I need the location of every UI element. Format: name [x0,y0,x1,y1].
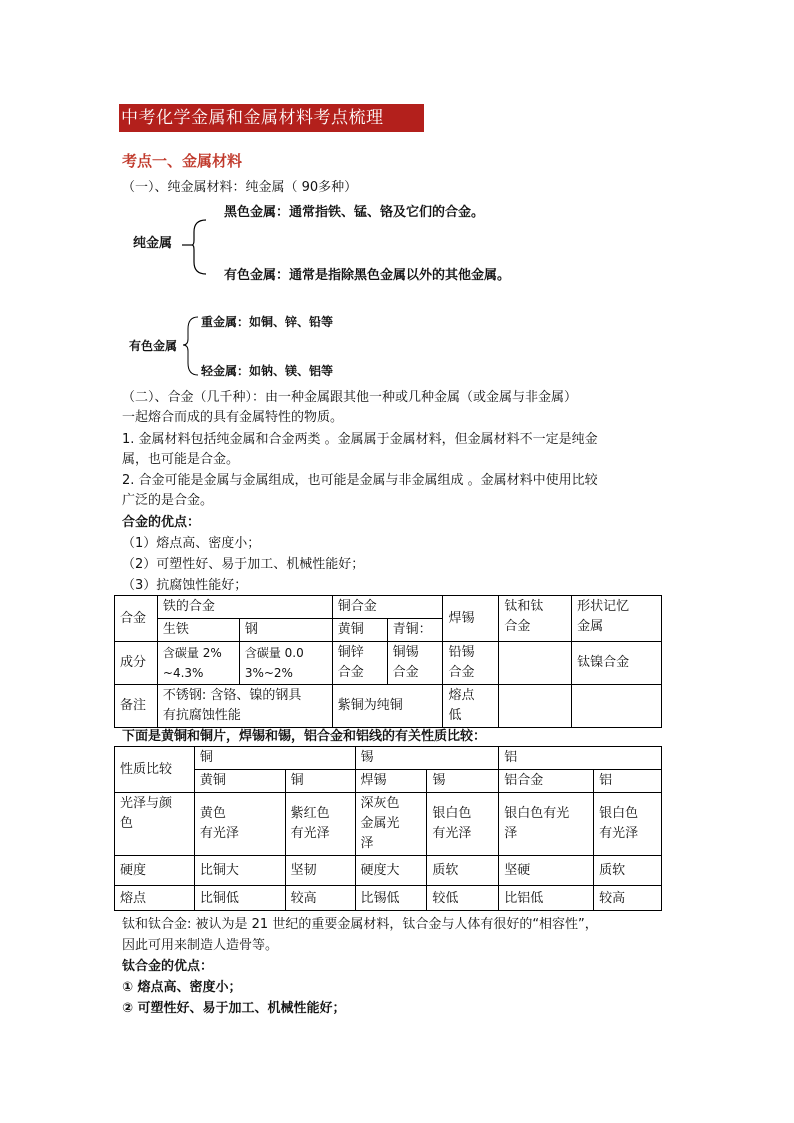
table-cell: 比铜大 [194,856,285,886]
black-metal-def: 黑色金属：通常指铁、锰、铬及它们的合金。 [224,205,485,220]
alloy-advantage: （1）熔点高、密度小； [122,536,261,551]
table-cell: 含碳量 2% ~4.3% [157,642,239,685]
table-cell: 铝 [594,770,662,793]
table-cell: 钢 [239,619,332,642]
table-cell: 铜合金 [332,596,443,619]
table-row [115,856,662,886]
comparison-heading: 下面是黄铜和铜片，焊锡和锡，铝合金和铝线的有关性质比较： [122,729,487,744]
table-cell: 铅锡 合金 [443,642,499,685]
light-metal-def: 轻金属：如钠、镁、铝等 [201,364,334,378]
colored-metal-label: 有色金属 [129,339,178,353]
table-cell: 含碳量 0.0 3%~2% [239,642,332,685]
titanium-advantage: ① 熔点高、密度小； [122,980,242,995]
table-cell: 坚硬 [499,856,594,886]
titanium-line-1: 钛和钛合金: 被认为是 21 世纪的重要金属材料，钛合金与人体有很好的“相容性”， [122,917,598,932]
table-cell: 较低 [427,886,499,911]
table-cell: 银白色 有光泽 [427,793,499,856]
alloy-advantages-heading: 合金的优点： [122,515,201,530]
table-cell: 熔点 [115,886,195,911]
pure-metal-label: 纯金属 [133,236,173,251]
table-cell: 铝 [499,747,662,770]
pure-metal-intro: （一）、纯金属材料：纯金属（ 90多种） [122,180,358,195]
table-cell: 比铜低 [194,886,285,911]
table-cell: 银白色有光 泽 [499,793,594,856]
table-cell: 铁的合金 [157,596,332,619]
table-cell: 硬度 [115,856,195,886]
table-cell: 形状记忆 金属 [572,596,662,642]
table-cell: 熔点 低 [443,685,499,728]
table-cell: 青铜： [387,619,443,642]
table-cell: 质软 [594,856,662,886]
table-cell: 性质比较 [115,747,195,793]
table-cell: 硬度大 [355,856,427,886]
colored-metal-def: 有色金属：通常是指除黑色金属以外的其他金属。 [224,268,511,283]
titanium-line-2: 因此可用来制造人造骨等。 [122,938,279,953]
table-cell: 紫铜为纯铜 [332,685,443,728]
table-cell: 深灰色 金属光 泽 [355,793,427,856]
table-cell: 紫红色 有光泽 [285,793,355,856]
titanium-advantage: ② 可塑性好、易于加工、机械性能好； [122,1001,346,1016]
table-cell: 比锡低 [355,886,427,911]
alloy-advantage: （3）抗腐蚀性能好； [122,578,248,593]
table-cell: 生铁 [157,619,239,642]
table-cell: 黄铜 [332,619,387,642]
table-cell: 光泽与颜 色 [115,793,195,856]
table-cell: 铜锌 合金 [332,642,387,685]
point-1-line-2: 属，也可能是合金。 [122,452,240,467]
table-row [115,642,662,685]
page-title: 中考化学金属和金属材料考点梳理 [119,104,424,132]
table-cell: 合金 [115,596,158,642]
point-1-line-1: 1. 金属材料包括纯金属和合金两类 。金属属于金属材料，但金属材料不一定是纯金 [122,432,598,447]
table-cell [499,642,572,685]
alloy-intro-1: （二）、合金（几千种）：由一种金属跟其他一种或几种金属（或金属与非金属） [122,390,578,405]
table-cell: 质软 [427,856,499,886]
table-cell: 备注 [115,685,158,728]
table-cell: 钛和钛 合金 [499,596,572,642]
table-cell [572,685,662,728]
table-row [115,793,662,856]
table-cell: 较高 [594,886,662,911]
table-cell: 铜锡 合金 [387,642,443,685]
table-cell: 比铝低 [499,886,594,911]
brace-icon [180,315,202,377]
heavy-metal-def: 重金属：如铜、锌、铅等 [201,315,334,329]
table-cell: 焊锡 [355,770,427,793]
property-comparison-table [114,746,662,911]
table-cell: 成分 [115,642,158,685]
table-cell: 不锈钢: 含铬、镍的钢具 有抗腐蚀性能 [157,685,332,728]
section-heading: 考点一、金属材料 [122,152,243,170]
table-cell: 锡 [427,770,499,793]
titanium-advantages-heading: 钛合金的优点： [122,959,214,974]
point-2-line-1: 2. 合金可能是金属与金属组成，也可能是金属与非金属组成 。金属材料中使用比较 [122,473,598,488]
table-cell: 坚韧 [285,856,355,886]
table-row [115,685,662,728]
table-row [115,596,662,619]
table-row [115,886,662,911]
table-cell: 钛镍合金 [572,642,662,685]
table-cell: 黄铜 [194,770,285,793]
point-2-line-2: 广泛的是合金。 [122,493,214,508]
brace-icon [180,218,210,278]
table-cell: 铜 [285,770,355,793]
table-cell [499,685,572,728]
table-cell: 银白色 有光泽 [594,793,662,856]
alloy-table [114,595,662,728]
table-row [115,747,662,770]
alloy-intro-2: 一起熔合而成的具有金属特性的物质。 [122,410,344,425]
alloy-advantage: （2）可塑性好、易于加工、机械性能好； [122,557,365,572]
table-cell: 锡 [355,747,499,770]
table-cell: 焊锡 [443,596,499,642]
table-row [115,770,662,793]
table-cell: 铝合金 [499,770,594,793]
table-cell: 铜 [194,747,355,770]
table-cell: 较高 [285,886,355,911]
table-cell: 黄色 有光泽 [194,793,285,856]
